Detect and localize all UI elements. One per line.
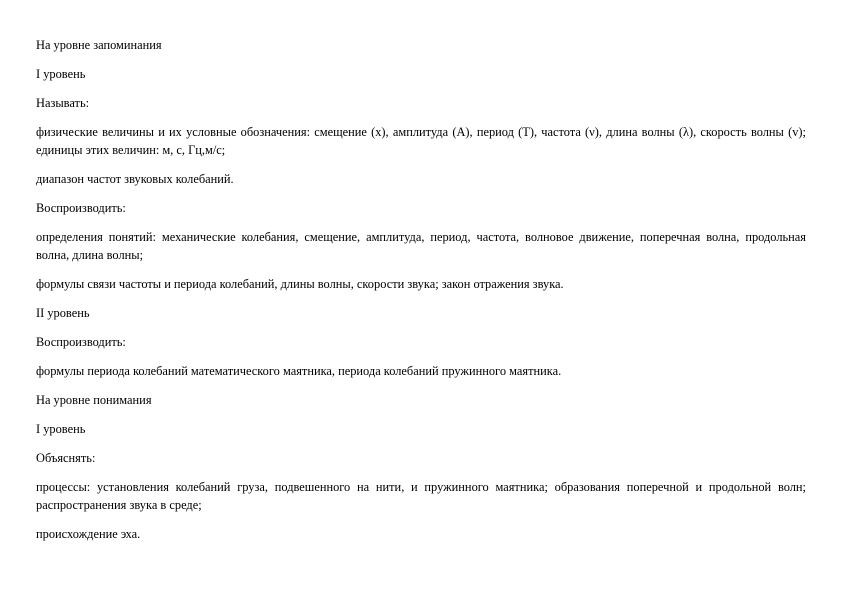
physical-quantities-text: физические величины и их условные обозначения: смещение (x), амплитуда (A), период (T), частота (ν), длина волны (λ), скорость волны (v); единицы этих величин: м, с, Гц,м/с; [36,125,806,157]
document-page [36,36,806,554]
explain-label: Объяснять: [36,451,96,465]
sound-frequency-range-text: диапазон частот звуковых колебаний. [36,172,234,186]
concept-definitions-text: определения понятий: механические колебания, смещение, амплитуда, период, частота, волновое движение, поперечная волна, продольная волна, длина волны; [36,230,806,262]
level-2-label: II уровень [36,306,90,320]
level-1-label: I уровень [36,67,86,81]
reproduce-label-2: Воспроизводить: [36,335,126,349]
reproduce-label: Воспроизводить: [36,201,126,215]
heading-understanding-level: На уровне понимания [36,393,152,407]
processes-text: процессы: установления колебаний груза, подвешенного на нити, и пружинного маятника; образования поперечной и продольной волн; распространения звука в среде; [36,480,806,512]
level-1-label-2: I уровень [36,422,86,436]
formulas-frequency-period-text: формулы связи частоты и периода колебаний, длины волны, скорости звука; закон отражения звука. [36,277,564,291]
pendulum-formulas-text: формулы периода колебаний математического маятника, периода колебаний пружинного маятника. [36,364,562,378]
echo-origin-text: происхождение эха. [36,527,141,541]
heading-memorization-level: На уровне запоминания [36,38,162,52]
name-label: Называть: [36,96,90,110]
